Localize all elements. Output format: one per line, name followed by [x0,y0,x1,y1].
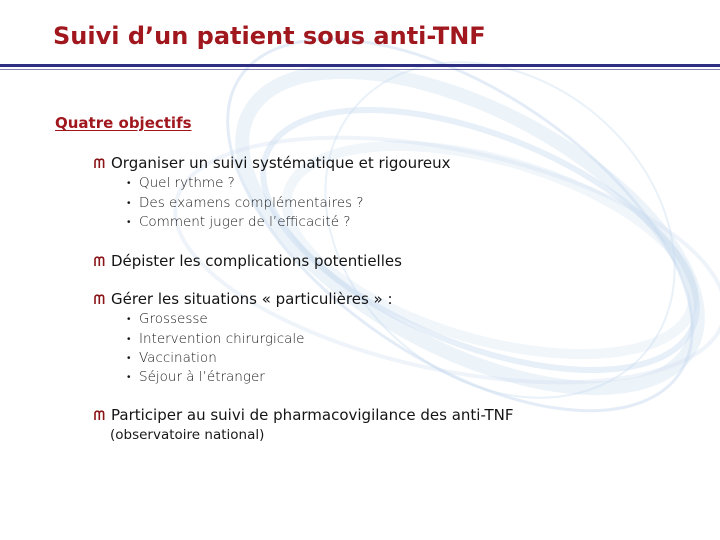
circle-bullet-icon [94,255,111,268]
sub-list [94,310,393,388]
dot-bullet-icon: • [127,197,131,209]
objective-line [94,404,514,426]
sub-item-label: Séjour à l’étranger [139,369,265,386]
sub-item-label: Grossesse [139,311,208,328]
sub-item-label: Vaccination [139,349,217,366]
list-item [127,310,393,329]
objective-note: (observatoire national) [110,427,265,443]
sub-list [94,174,451,232]
sub-item-label: Quel rythme ? [139,175,235,192]
list-item [127,368,393,387]
circle-bullet-icon [94,293,111,306]
list-item [127,329,393,348]
objective-item [94,288,393,388]
list-item [127,213,451,232]
objective-item [94,404,514,445]
list-item [127,349,393,368]
circle-bullet-icon [94,157,111,170]
slide-title: Suivi d’un patient sous anti-TNF [53,22,486,50]
objective-label: Organiser un suivi systématique et rigoureux [111,154,451,172]
dot-bullet-icon: • [127,178,131,190]
sub-item-label: Intervention chirurgicale [139,330,305,347]
list-item [127,174,451,193]
objective-line [94,152,451,174]
sub-item-label: Des examens complémentaires ? [139,194,364,211]
list-item [127,193,451,212]
objective-label: Participer au suivi de pharmacovigilance des anti-TNF [111,406,514,424]
dot-bullet-icon: • [127,314,131,326]
sub-item-label: Comment juger de l’efficacité ? [139,213,351,230]
dot-bullet-icon: • [127,352,131,364]
objective-line [94,288,393,310]
circle-bullet-icon [94,409,111,422]
objective-line [94,250,402,272]
objective-item [94,250,402,272]
objective-label: Dépister les complications potentielles [111,252,402,270]
dot-bullet-icon: • [127,372,131,384]
objective-item [94,152,451,232]
dot-bullet-icon: • [127,333,131,345]
section-heading: Quatre objectifs [55,114,192,132]
objective-label: Gérer les situations « particulières » : [111,290,393,308]
dot-bullet-icon: • [127,216,131,228]
